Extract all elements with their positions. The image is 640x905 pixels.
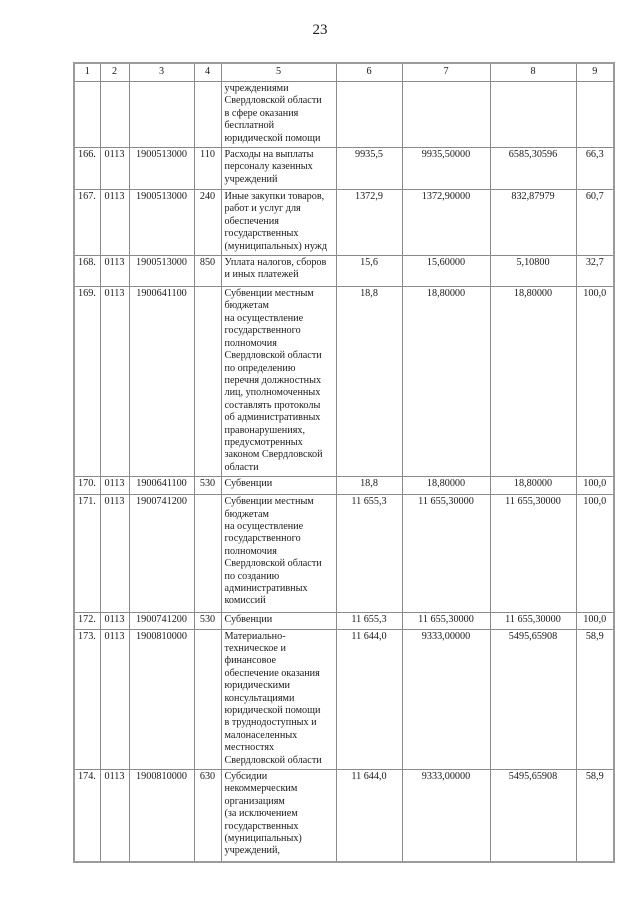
approved-amount-cell: 9333,00000 <box>402 629 490 769</box>
description-line: Субвенции местным <box>224 496 314 508</box>
description-line: учреждениями <box>224 83 289 94</box>
description-cell <box>221 190 336 256</box>
section-code-cell: 0113 <box>100 495 129 613</box>
description-line: государственных <box>224 228 299 240</box>
table-row <box>74 477 614 495</box>
description-line: лиц, уполномоченных <box>224 387 321 399</box>
expense-type-cell: 850 <box>194 256 221 287</box>
approved-amount-cell: 15,60000 <box>402 256 490 287</box>
executed-amount-cell: 18,80000 <box>490 477 576 495</box>
description-line: финансовое <box>224 655 277 667</box>
description-line: комиссий <box>224 595 266 607</box>
description-line: в сфере оказания <box>224 107 299 119</box>
percent-executed-cell: 100,0 <box>576 495 614 613</box>
page-number: 23 <box>312 22 328 38</box>
expense-type-cell: 530 <box>194 613 221 629</box>
executed-amount-cell: 5495,65908 <box>490 629 576 769</box>
target-article-cell: 1900741200 <box>129 613 194 629</box>
planned-amount-cell: 11 644,0 <box>336 629 402 769</box>
table-row <box>74 770 614 863</box>
description-line: составлять протоколы <box>224 399 321 411</box>
description-line: на осуществление <box>224 520 304 532</box>
description-line: Субвенции <box>224 478 273 490</box>
description-line: организациям <box>224 795 285 807</box>
approved-amount-cell: 18,80000 <box>402 287 490 477</box>
description-line: некоммерческим <box>224 783 298 795</box>
description-line: Свердловской области <box>224 754 322 766</box>
description-line: обеспечение оказания <box>224 667 320 679</box>
column-header-1: 1 <box>74 63 100 82</box>
description-line: Иные закупки товаров, <box>224 191 325 203</box>
table-row <box>74 629 614 769</box>
description-cell <box>221 148 336 190</box>
section-code-cell: 0113 <box>100 287 129 477</box>
percent-executed-cell: 58,9 <box>576 770 614 863</box>
approved-amount-cell <box>402 82 490 148</box>
planned-amount-cell: 11 644,0 <box>336 770 402 863</box>
description-line: (муниципальных) <box>224 833 302 845</box>
description-line: полномочия <box>224 337 277 349</box>
description-cell <box>221 613 336 629</box>
target-article-cell: 1900810000 <box>129 770 194 863</box>
description-line: бесплатной <box>224 120 275 132</box>
executed-amount-cell: 832,87979 <box>490 190 576 256</box>
row-number-cell: 169. <box>74 287 100 477</box>
description-line: учреждений <box>224 173 278 185</box>
description-line: на осуществление <box>224 312 304 324</box>
description-line: законом Свердловской <box>224 449 323 461</box>
column-header-7: 7 <box>402 63 490 82</box>
table-row <box>74 495 614 613</box>
description-line: юридической помощи <box>224 705 321 716</box>
planned-amount-cell: 9935,5 <box>336 148 402 190</box>
target-article-cell: 1900810000 <box>129 629 194 769</box>
description-line: Свердловской области <box>224 350 322 362</box>
description-cell <box>221 256 336 287</box>
percent-executed-cell: 100,0 <box>576 613 614 629</box>
row-number-cell: 170. <box>74 477 100 495</box>
executed-amount-cell: 11 655,30000 <box>490 613 576 629</box>
description-cell <box>221 629 336 769</box>
description-line: персоналу казенных <box>224 161 313 173</box>
percent-executed-cell: 66,3 <box>576 148 614 190</box>
description-line: перечня должностных <box>224 374 322 386</box>
percent-executed-cell: 58,9 <box>576 629 614 769</box>
expense-type-cell <box>194 82 221 148</box>
description-line: юридической помощи <box>224 132 321 144</box>
section-code-cell: 0113 <box>100 190 129 256</box>
approved-amount-cell: 11 655,30000 <box>402 613 490 629</box>
description-line: Свердловской области <box>224 558 322 570</box>
row-number-cell: 172. <box>74 613 100 629</box>
planned-amount-cell: 11 655,3 <box>336 613 402 629</box>
description-line: Свердловской области <box>224 95 322 107</box>
table-row <box>74 287 614 477</box>
description-line: Субвенции <box>224 614 273 626</box>
percent-executed-cell: 60,7 <box>576 190 614 256</box>
approved-amount-cell: 1372,90000 <box>402 190 490 256</box>
table-row <box>74 190 614 256</box>
target-article-cell: 1900513000 <box>129 256 194 287</box>
approved-amount-cell: 9935,50000 <box>402 148 490 190</box>
description-line: (муниципальных) нужд <box>224 240 327 252</box>
approved-amount-cell: 9333,00000 <box>402 770 490 863</box>
expense-type-cell: 110 <box>194 148 221 190</box>
description-line: консультациями <box>224 692 295 704</box>
percent-executed-cell: 100,0 <box>576 477 614 495</box>
description-line: техническое и <box>224 642 286 654</box>
header-row <box>74 63 614 82</box>
section-code-cell: 0113 <box>100 256 129 287</box>
description-line: Материально- <box>224 630 286 642</box>
description-line: предусмотренных <box>224 436 303 448</box>
row-number-cell: 171. <box>74 495 100 613</box>
section-code-cell: 0113 <box>100 148 129 190</box>
column-header-4: 4 <box>194 63 221 82</box>
section-code-cell: 0113 <box>100 613 129 629</box>
description-line: обеспечения <box>224 215 279 227</box>
description-cell <box>221 287 336 477</box>
description-line: по определению <box>224 362 296 374</box>
executed-amount-cell: 6585,30596 <box>490 148 576 190</box>
description-line: малонаселенных <box>224 729 298 741</box>
executed-amount-cell: 11 655,30000 <box>490 495 576 613</box>
column-header-5: 5 <box>221 63 336 82</box>
expense-type-cell: 630 <box>194 770 221 863</box>
section-code-cell: 0113 <box>100 770 129 863</box>
section-code-cell: 0113 <box>100 477 129 495</box>
row-number-cell: 166. <box>74 148 100 190</box>
percent-executed-cell: 100,0 <box>576 287 614 477</box>
column-header-9: 9 <box>576 63 614 82</box>
planned-amount-cell <box>336 82 402 148</box>
column-header-3: 3 <box>129 63 194 82</box>
table-row <box>74 148 614 190</box>
table-row <box>74 82 614 148</box>
expense-type-cell: 240 <box>194 190 221 256</box>
expense-type-cell <box>194 629 221 769</box>
description-line: государственного <box>224 533 301 545</box>
description-line: учреждений, <box>224 845 280 857</box>
description-cell <box>221 770 336 863</box>
description-line: государственного <box>224 325 301 337</box>
percent-executed-cell <box>576 82 614 148</box>
description-line: Уплата налогов, сборов <box>224 257 327 269</box>
executed-amount-cell: 5,10800 <box>490 256 576 287</box>
planned-amount-cell: 11 655,3 <box>336 495 402 613</box>
planned-amount-cell: 18,8 <box>336 287 402 477</box>
row-number-cell: 174. <box>74 770 100 863</box>
target-article-cell <box>129 82 194 148</box>
description-line: и иных платежей <box>224 269 299 281</box>
target-article-cell: 1900641100 <box>129 477 194 495</box>
percent-executed-cell: 32,7 <box>576 256 614 287</box>
description-line: правонарушениях, <box>224 424 306 436</box>
table-row <box>74 613 614 629</box>
executed-amount-cell: 5495,65908 <box>490 770 576 863</box>
target-article-cell: 1900641100 <box>129 287 194 477</box>
description-line: (за исключением <box>224 808 298 820</box>
description-line: государственных <box>224 820 299 832</box>
planned-amount-cell: 1372,9 <box>336 190 402 256</box>
section-code-cell: 0113 <box>100 629 129 769</box>
approved-amount-cell: 11 655,30000 <box>402 495 490 613</box>
target-article-cell: 1900513000 <box>129 148 194 190</box>
description-cell <box>221 477 336 495</box>
description-line: местностях <box>224 742 275 754</box>
description-line: бюджетам <box>224 508 269 520</box>
row-number-cell: 167. <box>74 190 100 256</box>
description-line: бюджетам <box>224 300 269 312</box>
row-number-cell <box>74 82 100 148</box>
description-line: области <box>224 461 259 473</box>
description-line: полномочия <box>224 545 277 557</box>
description-line: в труднодоступных и <box>224 717 317 729</box>
description-line: Субсидии <box>224 771 268 783</box>
column-header-2: 2 <box>100 63 129 82</box>
budget-table <box>73 62 615 863</box>
target-article-cell: 1900513000 <box>129 190 194 256</box>
expense-type-cell <box>194 495 221 613</box>
description-cell <box>221 495 336 613</box>
row-number-cell: 173. <box>74 629 100 769</box>
planned-amount-cell: 15,6 <box>336 256 402 287</box>
description-cell <box>221 82 336 148</box>
description-line: Расходы на выплаты <box>224 149 314 161</box>
executed-amount-cell <box>490 82 576 148</box>
column-header-6: 6 <box>336 63 402 82</box>
section-code-cell <box>100 82 129 148</box>
target-article-cell: 1900741200 <box>129 495 194 613</box>
description-line: работ и услуг для <box>224 203 301 215</box>
planned-amount-cell: 18,8 <box>336 477 402 495</box>
row-number-cell: 168. <box>74 256 100 287</box>
expense-type-cell: 530 <box>194 477 221 495</box>
description-line: об административных <box>224 412 321 424</box>
table-body <box>74 82 614 863</box>
description-line: административных <box>224 583 308 594</box>
executed-amount-cell: 18,80000 <box>490 287 576 477</box>
description-line: юридическими <box>224 680 291 692</box>
approved-amount-cell: 18,80000 <box>402 477 490 495</box>
table-row <box>74 256 614 287</box>
description-line: по созданию <box>224 570 280 582</box>
description-line: Субвенции местным <box>224 288 314 300</box>
expense-type-cell <box>194 287 221 477</box>
column-header-8: 8 <box>490 63 576 82</box>
